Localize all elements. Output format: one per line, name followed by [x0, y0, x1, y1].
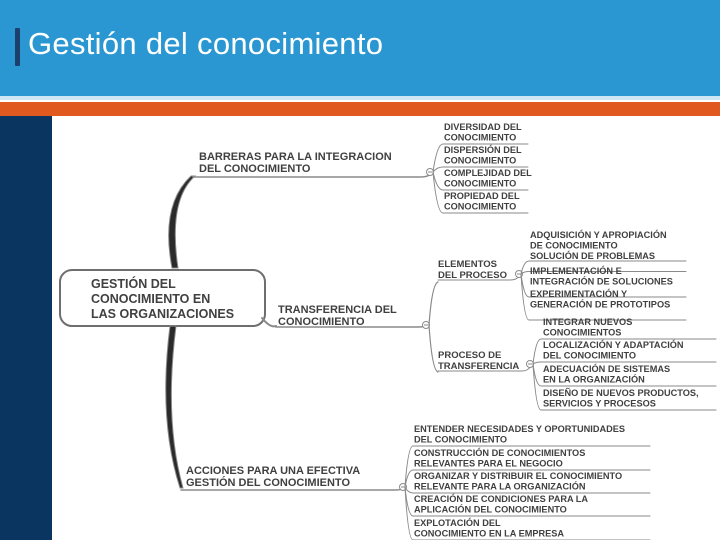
- barreras-item-4-line: PROPIEDAD DEL: [444, 191, 520, 201]
- elementos-item-3-line: IMPLEMENTACIÓN E: [530, 266, 622, 276]
- elementos-item-1-line: DE CONOCIMIENTO: [530, 240, 618, 251]
- elementos-item-1-line: ADQUISICIÓN Y APROPIACIÓN: [530, 230, 667, 240]
- acciones-item-1: [414, 424, 625, 445]
- mind-map: [52, 116, 720, 540]
- header-divider-orange: [0, 102, 720, 116]
- branch-barreras-label-line: BARRERAS PARA LA INTEGRACION: [199, 151, 392, 163]
- acciones-item-3-line: ORGANIZAR Y DISTRIBUIR EL CONOCIMIENTO: [414, 471, 623, 481]
- trunk-top: [169, 176, 195, 268]
- barreras-item-4-line: CONOCIMIENTO: [444, 201, 517, 212]
- branch-barreras-label: [199, 151, 392, 175]
- barreras-item-1-line: CONOCIMIENTO: [444, 132, 517, 143]
- branch-transferencia-label-line: CONOCIMIENTO: [278, 316, 365, 328]
- proceso-label-line: TRANSFERENCIA: [438, 361, 520, 372]
- barreras-item-3-line: CONOCIMIENTO: [444, 178, 517, 189]
- proceso-item-2: [543, 339, 684, 361]
- barreras-item-3-line: COMPLEJIDAD DEL: [444, 168, 532, 178]
- barreras-item-1: [444, 122, 522, 143]
- proceso-item-1-line: INTEGRAR NUEVOS: [543, 317, 633, 327]
- central-node-label-line: LAS ORGANIZACIONES: [91, 307, 235, 321]
- acciones-item-5: [414, 517, 564, 539]
- elementos-item-4: [530, 288, 670, 310]
- barreras-item-3: [444, 168, 532, 189]
- acciones-item-3-line: RELEVANTE PARA LA ORGANIZACIÓN: [414, 481, 586, 492]
- slide-title: Gestión del conocimiento: [28, 26, 384, 61]
- proceso-item-4-line: SERVICIOS Y PROCESOS: [543, 398, 656, 409]
- elementos-label-line: ELEMENTOS: [438, 259, 497, 270]
- elementos-item-2: [530, 250, 655, 261]
- acciones-item-4-line: APLICACIÓN DEL CONOCIMIENTO: [414, 504, 567, 515]
- proceso-item-3-line: ADECUACIÓN DE SISTEMAS: [543, 364, 671, 374]
- acciones-item-4-line: CREACIÓN DE CONDICIONES PARA LA: [414, 494, 589, 504]
- slide-header: [0, 0, 720, 96]
- acciones-item-2: [414, 447, 585, 469]
- proceso-item-2-line: LOCALIZACIÓN Y ADAPTACIÓN: [543, 340, 684, 350]
- acciones-item-4: [414, 493, 588, 515]
- branch-acciones-label-line: GESTIÓN DEL CONOCIMIENTO: [186, 477, 350, 489]
- barreras-item-4: [444, 191, 520, 212]
- acciones-item-2-line: RELEVANTES PARA EL NEGOCIO: [414, 458, 563, 469]
- proceso-item-4: [543, 388, 699, 409]
- elementos-item-4-line: EXPERIMENTACIÓN Y: [530, 289, 628, 299]
- barreras-item-2-line: CONOCIMIENTO: [444, 155, 517, 166]
- acciones-item-1-line: DEL CONOCIMIENTO: [414, 434, 508, 445]
- proceso-label: [438, 350, 519, 372]
- proceso-item-3-line: EN LA ORGANIZACIÓN: [543, 374, 645, 385]
- proceso-item-1: [543, 317, 632, 338]
- elementos-label: [438, 259, 507, 281]
- proceso-item-1-line: CONOCIMIENTOS: [543, 327, 622, 338]
- acciones-item-3: [414, 471, 622, 492]
- barreras-item-2-line: DISPERSIÓN DEL: [444, 145, 522, 155]
- header-divider-light: [0, 96, 720, 100]
- branch-barreras-label-line: DEL CONOCIMIENTO: [199, 163, 311, 175]
- branch-acciones-label: [186, 465, 360, 489]
- elementos-item-2-line: SOLUCIÓN DE PROBLEMAS: [530, 251, 656, 261]
- proceso-item-4-line: DISEÑO DE NUEVOS PRODUCTOS,: [543, 388, 699, 398]
- proceso-label-line: PROCESO DE: [438, 350, 502, 361]
- mind-map-canvas: [52, 116, 720, 540]
- trunk-bottom: [166, 326, 183, 488]
- title-accent-bar: [15, 28, 20, 66]
- barreras-item-2: [444, 144, 522, 166]
- acciones-item-5-line: EXPLOTACIÓN DEL: [414, 518, 501, 528]
- proceso-item-3: [543, 363, 670, 385]
- elementos-label-line: DEL PROCESO: [438, 270, 507, 281]
- link-proceso: [429, 325, 438, 372]
- acciones-item-1-line: ENTENDER NECESIDADES Y OPORTUNIDADES: [414, 424, 626, 434]
- branch-transferencia-label: [278, 304, 397, 328]
- elementos-item-1: [530, 229, 667, 251]
- elementos-item-4-line: GENERACIÓN DE PROTOTIPOS: [530, 299, 671, 310]
- elementos-item-3: [530, 265, 673, 287]
- branch-acciones-label-line: ACCIONES PARA UNA EFECTIVA: [186, 465, 361, 477]
- sidebar-panel: [0, 116, 52, 540]
- central-node-label-line: GESTIÓN DEL: [91, 277, 176, 291]
- proceso-item-2-line: DEL CONOCIMIENTO: [543, 350, 637, 361]
- acciones-item-2-line: CONSTRUCCIÓN DE CONOCIMIENTOS: [414, 448, 586, 458]
- branch-transferencia-label-line: TRANSFERENCIA DEL: [278, 304, 397, 316]
- link-elementos: [429, 282, 438, 325]
- acciones-item-5-line: CONOCIMIENTO EN LA EMPRESA: [414, 528, 565, 539]
- trunk-mid: [262, 318, 276, 326]
- barreras-item-1-line: DIVERSIDAD DEL: [444, 122, 522, 132]
- central-node-label-line: CONOCIMIENTO EN: [91, 292, 211, 306]
- elementos-item-3-line: INTEGRACIÓN DE SOLUCIONES: [530, 276, 673, 287]
